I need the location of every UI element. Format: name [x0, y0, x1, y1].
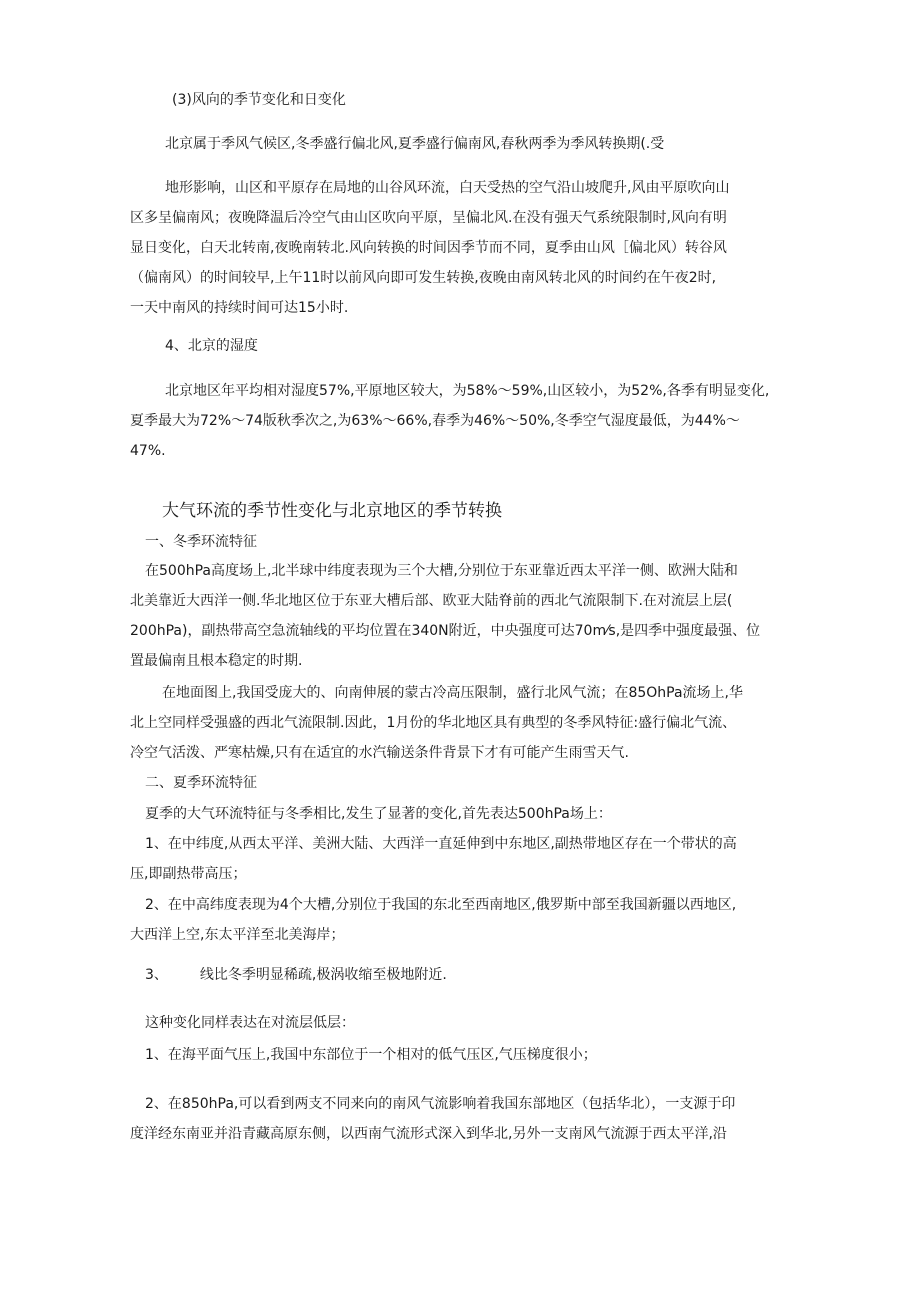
winter-paragraph-line: 北美靠近大西洋一侧.华北地区位于东亚大槽后部、欧亚大陆脊前的西北气流限制下.在对流层上层(	[130, 593, 733, 609]
lower-list-item-1: 1、在海平面气压上,我国中东部位于一个相对的低气压区,气压梯度很小；	[145, 1047, 597, 1063]
winter-paragraph-line: 在500hPa高度场上,北半球中纬度表现为三个大槽,分别位于东亚靠近西太平洋一侧、欧洲大陆和	[145, 563, 738, 579]
section-heading-wind: (3)风向的季节变化和日变化	[172, 92, 346, 108]
winter-paragraph-line: 冷空气活泼、严寒枯燥,只有在适宜的水汽输送条件背景下才有可能产生雨雪天气.	[130, 745, 629, 761]
summer-list-item-line: 2、在中高纬度表现为4个大槽,分别位于我国的东北至西南地区,俄罗斯中部至我国新疆以西地区,	[145, 897, 737, 913]
summer-list-item-3-text: 线比冬季明显稀疏,极涡收缩至极地附近.	[199, 967, 447, 983]
summer-intro: 夏季的大气环流特征与冬季相比,发生了显著的变化,首先表达500hPa场上：	[145, 806, 612, 822]
summer-list-item-line: 压,即副热带高压；	[130, 866, 247, 882]
lower-list-item-line: 度洋经东南亚并沿青藏高原东侧，以西南气流形式深入到华北,另外一支南风气流源于西太平洋,沿	[130, 1126, 727, 1142]
winter-paragraph-line: 200hPa)，副热带高空急流轴线的平均位置在340N附近，中央强度可达70m⁄s,是四季中强度最强、位	[130, 623, 761, 639]
section-title-circulation: 大气环流的季节性变化与北京地区的季节转换	[162, 501, 502, 521]
wind-paragraph-line: 地形影响，山区和平原存在局地的山谷风环流，白天受热的空气沿山坡爬升,风由平原吹向山	[165, 180, 730, 196]
wind-paragraph-line: 北京属于季风气候区,冬季盛行偏北风,夏季盛行偏南风,春秋两季为季风转换期(.受	[165, 136, 665, 152]
wind-paragraph-line: 一天中南风的持续时间可达15小时.	[130, 300, 349, 316]
wind-paragraph-line: 区多呈偏南风；夜晚降温后冷空气由山区吹向平原，呈偏北风.在没有强天气系统限制时,风向有明	[130, 210, 727, 226]
summer-list-item-line: 大西洋上空,东太平洋至北美海岸；	[130, 927, 345, 943]
summer-list-item-line: 1、在中纬度,从西太平洋、美洲大陆、大西洋一直延伸到中东地区,副热带地区存在一个带状的高	[145, 836, 737, 852]
humidity-paragraph-line: 47%.	[130, 443, 166, 459]
section-heading-humidity: 4、北京的湿度	[165, 338, 258, 354]
wind-paragraph-line: （偏南风）的时间较早,上午11时以前风向即可发生转换,夜晚由南风转北风的时间约在午夜2时,	[130, 270, 717, 286]
summer-list-item-3-number: 3、	[145, 967, 168, 983]
winter-heading: 一、冬季环流特征	[145, 534, 257, 550]
summer-heading: 二、夏季环流特征	[145, 775, 257, 791]
lower-intro: 这种变化同样表达在对流层低层：	[145, 1015, 355, 1031]
wind-paragraph-line: 显日变化，白天北转南,夜晚南转北.风向转换的时间因季节而不同，夏季由山风［偏北风）转谷风	[130, 240, 727, 256]
humidity-paragraph-line: 夏季最大为72%～74版秋季次之,为63%～66%,春季为46%～50%,冬季空气湿度最低，为44%～	[130, 413, 740, 429]
winter-paragraph-line: 在地面图上,我国受庞大的、向南伸展的蒙古冷高压限制，盛行北风气流；在85OhPa流场上,华	[162, 685, 743, 701]
humidity-paragraph-line: 北京地区年平均相对湿度57%,平原地区较大，为58%～59%,山区较小，为52%,各季有明显变化,	[165, 383, 770, 399]
winter-paragraph-line: 北上空同样受强盛的西北气流限制.因此，1月份的华北地区具有典型的冬季风特征:盛行偏北气流、	[130, 715, 737, 731]
lower-list-item-line: 2、在850hPa,可以看到两支不同来向的南风气流影响着我国东部地区（包括华北），一支源于印	[145, 1096, 736, 1112]
summer-list-item-3	[145, 965, 447, 985]
winter-paragraph-line: 置最偏南且根本稳定的时期.	[130, 653, 303, 669]
